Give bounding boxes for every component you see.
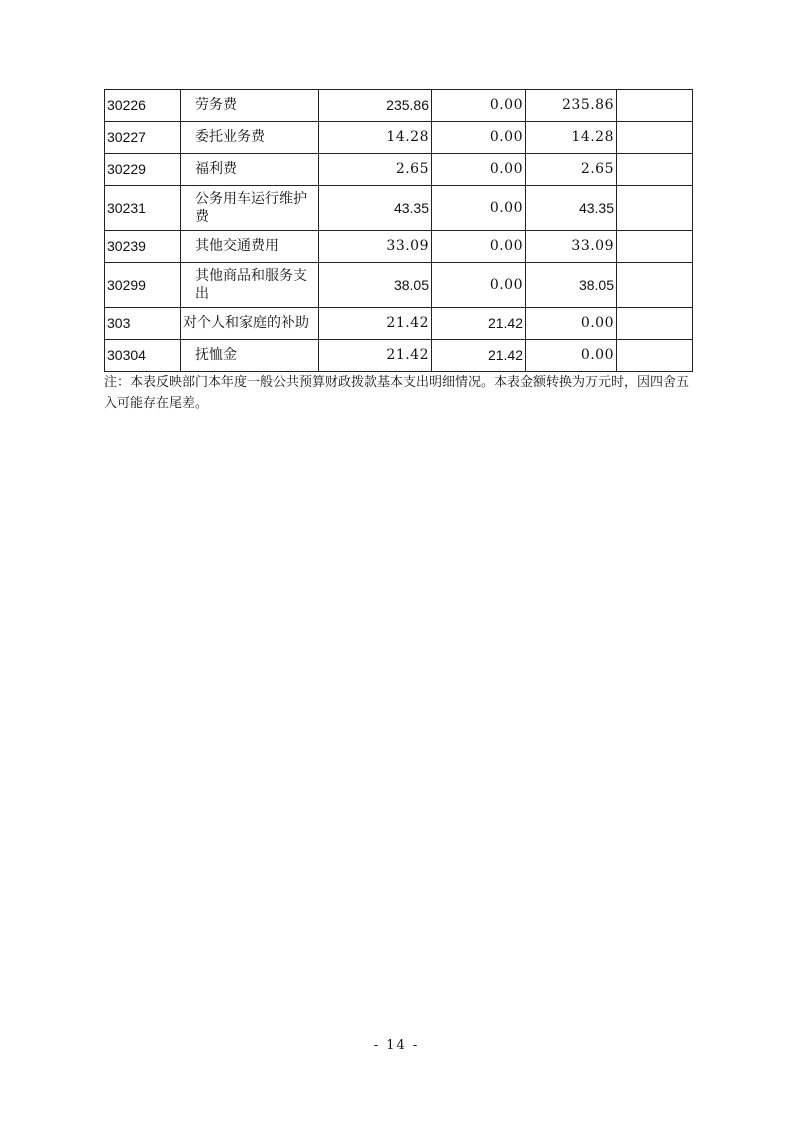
- row-extra: [617, 231, 693, 263]
- row-total: 14.28: [319, 122, 432, 154]
- row-code: 303: [105, 308, 181, 340]
- row-total: 43.35: [319, 186, 432, 231]
- row-name: 委托业务费: [181, 122, 319, 154]
- row-name: 对个人和家庭的补助: [181, 308, 319, 340]
- row-code: 30239: [105, 231, 181, 263]
- row-name: 福利费: [181, 154, 319, 186]
- row-basic-person: 0.00: [432, 231, 526, 263]
- row-total: 38.05: [319, 263, 432, 308]
- row-code: 30226: [105, 90, 181, 122]
- table-row: [105, 90, 693, 122]
- row-code: 30227: [105, 122, 181, 154]
- row-name: 其他商品和服务支出: [181, 263, 319, 308]
- row-basic-public: 0.00: [526, 340, 617, 372]
- row-basic-person: 0.00: [432, 186, 526, 231]
- row-basic-public: 43.35: [526, 186, 617, 231]
- row-total: 21.42: [319, 308, 432, 340]
- table-row: [105, 231, 693, 263]
- row-basic-person: 21.42: [432, 340, 526, 372]
- row-extra: [617, 263, 693, 308]
- row-code: 30231: [105, 186, 181, 231]
- row-extra: [617, 90, 693, 122]
- row-basic-person: 0.00: [432, 263, 526, 308]
- table-footnote: 注：本表反映部门本年度一般公共预算财政拨款基本支出明细情况。本表金额转换为万元时，因四舍五入可能存在尾差。: [104, 375, 690, 411]
- table-row: [105, 340, 693, 372]
- row-name: 公务用车运行维护费: [181, 186, 319, 231]
- table-row: [105, 122, 693, 154]
- row-total: 2.65: [319, 154, 432, 186]
- row-extra: [617, 186, 693, 231]
- table-row: [105, 154, 693, 186]
- table-row: [105, 263, 693, 308]
- row-extra: [617, 122, 693, 154]
- row-extra: [617, 154, 693, 186]
- row-extra: [617, 340, 693, 372]
- row-total: 235.86: [319, 90, 432, 122]
- row-basic-person: 21.42: [432, 308, 526, 340]
- row-basic-public: 0.00: [526, 308, 617, 340]
- page-number: - 14 -: [373, 1038, 420, 1053]
- row-name: 抚恤金: [181, 340, 319, 372]
- row-extra: [617, 308, 693, 340]
- row-basic-public: 235.86: [526, 90, 617, 122]
- table-row: [105, 186, 693, 231]
- row-basic-person: 0.00: [432, 154, 526, 186]
- row-basic-person: 0.00: [432, 90, 526, 122]
- row-code: 30229: [105, 154, 181, 186]
- row-basic-public: 33.09: [526, 231, 617, 263]
- row-code: 30299: [105, 263, 181, 308]
- row-name: 其他交通费用: [181, 231, 319, 263]
- row-basic-public: 38.05: [526, 263, 617, 308]
- row-basic-public: 14.28: [526, 122, 617, 154]
- row-basic-public: 2.65: [526, 154, 617, 186]
- row-total: 33.09: [319, 231, 432, 263]
- table-row: [105, 308, 693, 340]
- basic-expenditure-table: [104, 89, 693, 372]
- row-total: 21.42: [319, 340, 432, 372]
- row-name: 劳务费: [181, 90, 319, 122]
- row-code: 30304: [105, 340, 181, 372]
- row-basic-person: 0.00: [432, 122, 526, 154]
